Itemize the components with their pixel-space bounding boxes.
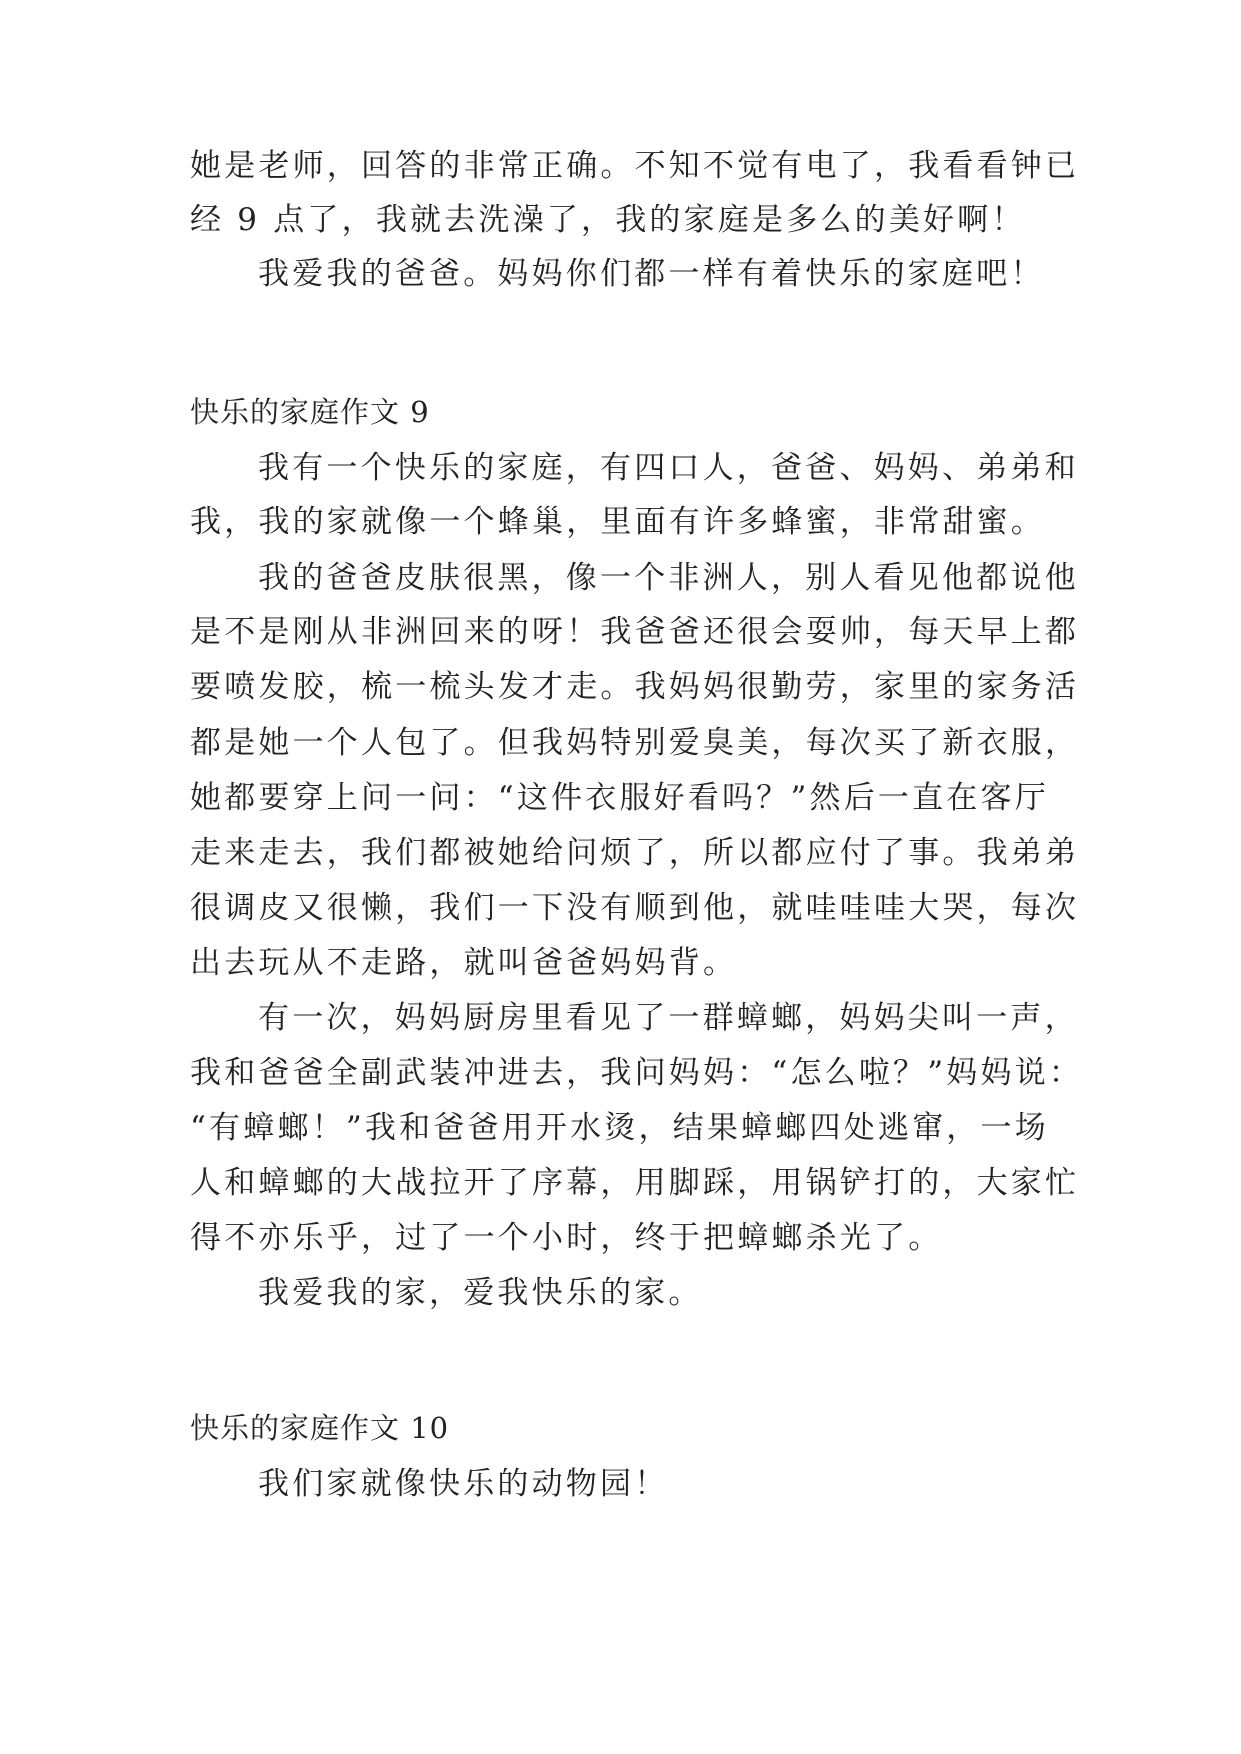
text-line: 出去玩从不走路，就叫爸爸妈妈背。 — [190, 945, 738, 981]
essay-10-title: 快乐的家庭作文 10 — [190, 1411, 450, 1445]
text-line: 走来走去，我们都被她给问烦了，所以都应付了事。我弟弟 — [190, 835, 1080, 871]
text-line: 我爱我的爸爸。妈妈你们都一样有着快乐的家庭吧！ — [258, 256, 1045, 292]
text-line: 我，我的家就像一个蜂巢，里面有许多蜂蜜，非常甜蜜。 — [190, 504, 1045, 540]
text-line: 经 9 点了，我就去洗澡了，我的家庭是多么的美好啊！ — [190, 202, 1026, 238]
text-line: 要喷发胶，梳一梳头发才走。我妈妈很勤劳，家里的家务活 — [190, 669, 1080, 705]
essay-9-title: 快乐的家庭作文 9 — [190, 395, 430, 429]
text-line: “有蟑螂！”我和爸爸用开水烫，结果蟑螂四处逃窜，一场 — [190, 1110, 1049, 1146]
text-line: 得不亦乐乎，过了一个小时，终于把蟑螂杀光了。 — [190, 1220, 943, 1256]
text-line: 我的爸爸皮肤很黑，像一个非洲人，别人看见他都说他 — [258, 560, 1079, 596]
text-line: 我们家就像快乐的动物园！ — [258, 1466, 669, 1502]
text-line: 她是老师，回答的非常正确。不知不觉有电了，我看看钟已 — [190, 148, 1080, 184]
text-line: 她都要穿上问一问：“这件衣服好看吗？”然后一直在客厅 — [190, 780, 1049, 816]
text-line: 人和蟑螂的大战拉开了序幕，用脚踩，用锅铲打的，大家忙 — [190, 1165, 1080, 1201]
text-line: 我爱我的家，爱我快乐的家。 — [258, 1275, 703, 1311]
text-line: 都是她一个人包了。但我妈特别爱臭美，每次买了新衣服， — [190, 725, 1080, 761]
text-line: 我有一个快乐的家庭，有四口人，爸爸、妈妈、弟弟和 — [258, 450, 1079, 486]
text-line: 是不是刚从非洲回来的呀！我爸爸还很会耍帅，每天早上都 — [190, 614, 1080, 650]
text-line: 很调皮又很懒，我们一下没有顺到他，就哇哇哇大哭，每次 — [190, 890, 1080, 926]
text-line: 有一次，妈妈厨房里看见了一群蟑螂，妈妈尖叫一声， — [258, 1000, 1079, 1036]
text-line: 我和爸爸全副武装冲进去，我问妈妈：“怎么啦？”妈妈说： — [190, 1055, 1084, 1091]
